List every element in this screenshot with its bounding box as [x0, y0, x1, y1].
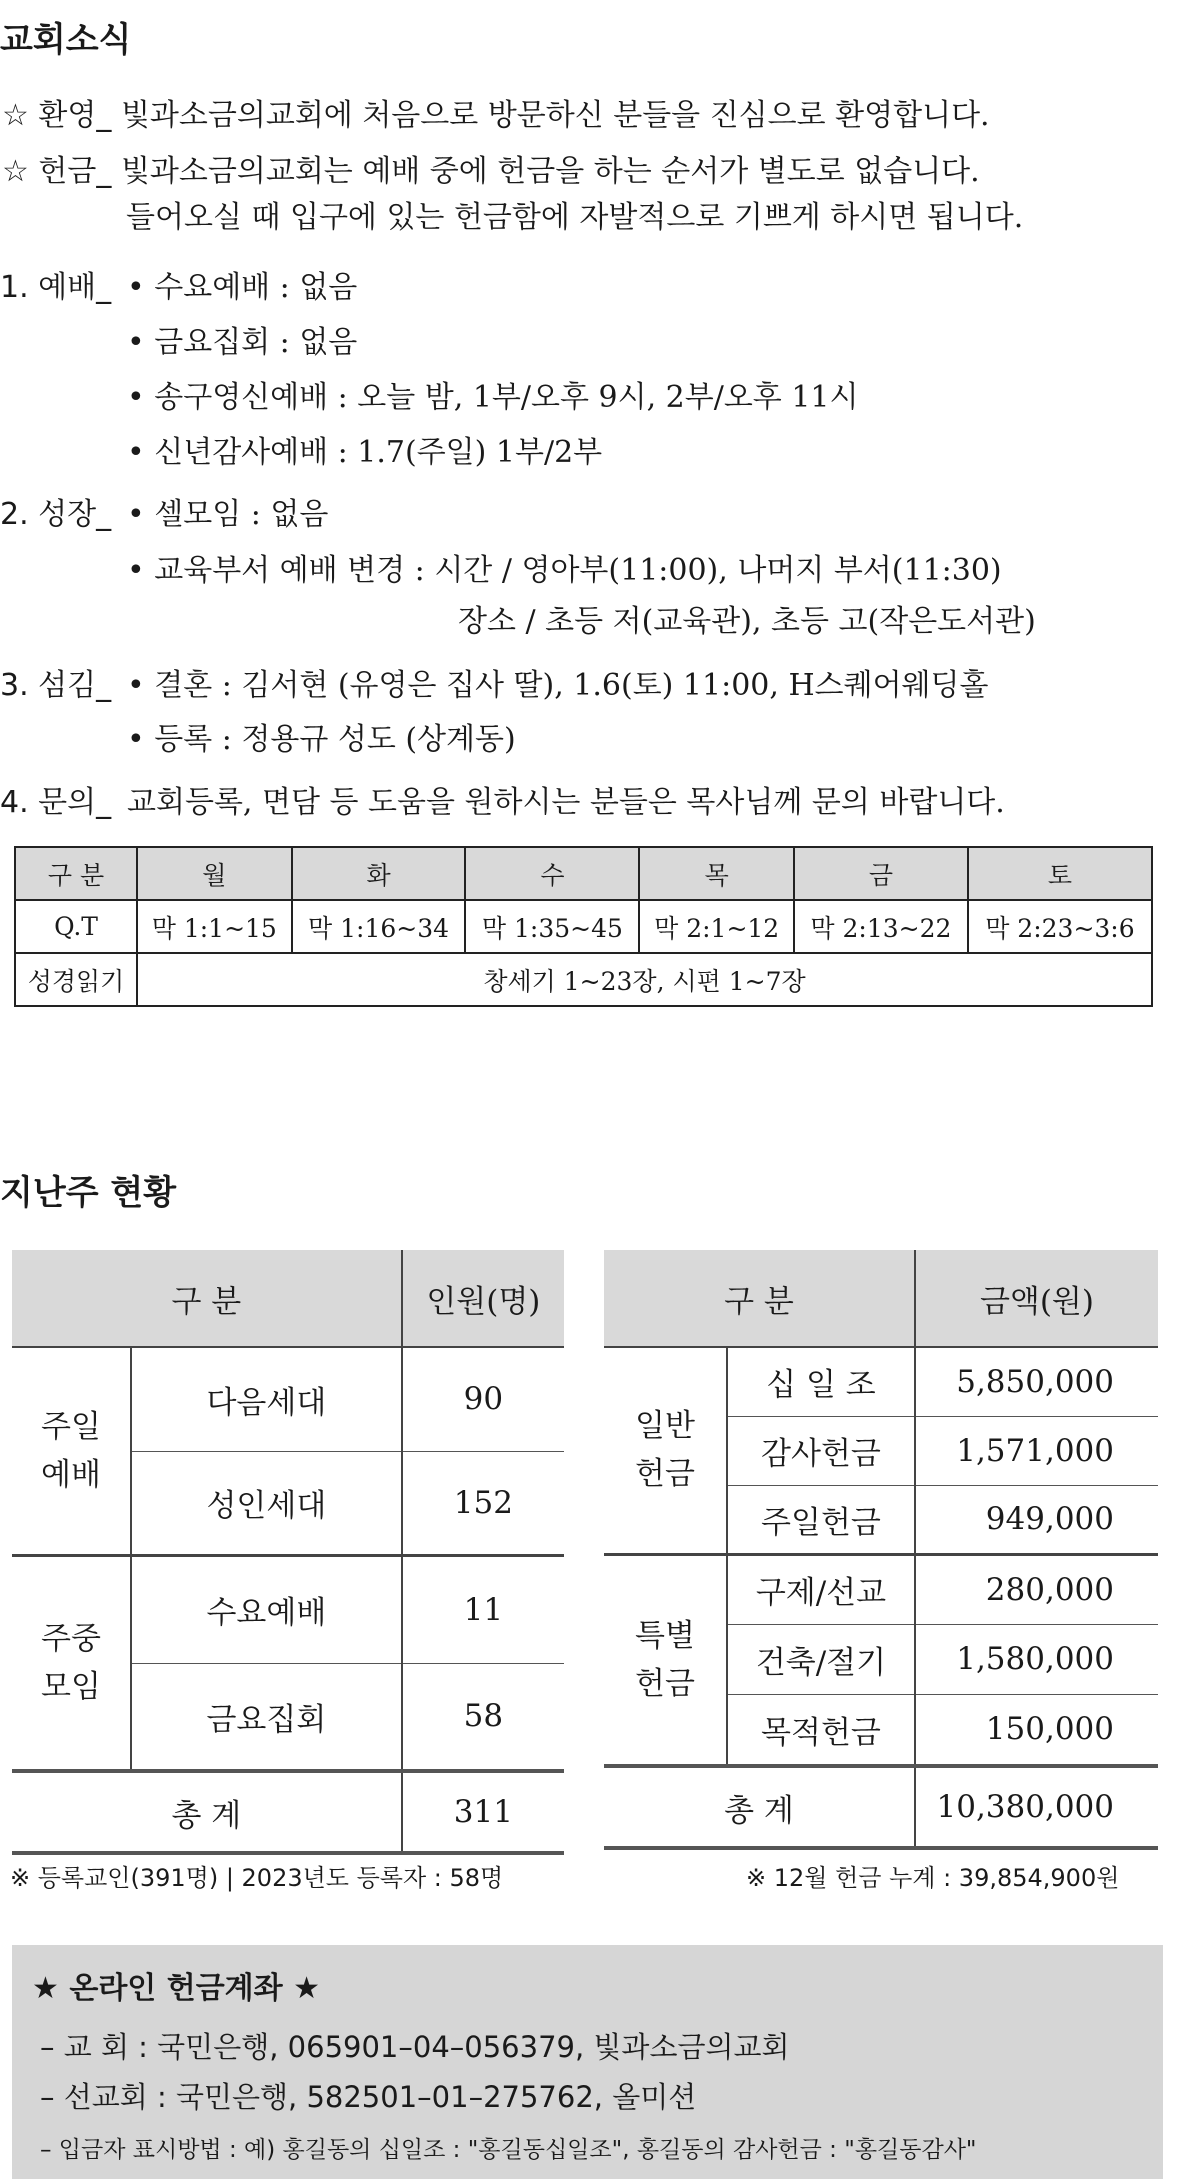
row-value: 152: [402, 1451, 564, 1555]
online-church-account: – 교 회 : 국민은행, 065901–04–056379, 빛과소금의교회: [40, 2030, 790, 2064]
reading-header-cell: 토: [968, 847, 1152, 900]
row-value: 11: [402, 1555, 564, 1663]
qt-cell: 막 2:1~12: [639, 900, 794, 953]
bible-cell: 창세기 1~23장, 시편 1~7장: [137, 953, 1152, 1006]
row-name: 금요집회: [131, 1663, 402, 1771]
offering-text-2: 들어오실 때 입구에 있는 헌금함에 자발적으로 기쁘게 하시면 됩니다.: [126, 200, 1024, 235]
qt-row: [15, 900, 1152, 953]
last-week-title: 지난주 현황: [0, 1173, 177, 1213]
reading-header-cell: 목: [639, 847, 794, 900]
offering-line: [2, 146, 980, 190]
row-name: 구제/선교: [727, 1554, 915, 1624]
row-name: 감사헌금: [727, 1416, 915, 1485]
attendance-header: [12, 1250, 564, 1347]
row-name: 목적헌금: [727, 1694, 915, 1766]
offering-header: [604, 1250, 1158, 1347]
growth-cont: 장소 / 초등 저(교육관), 초등 고(작은도서관): [458, 604, 1036, 639]
group-label-line: 헌금: [635, 1665, 695, 1702]
group-label-line: 특별: [635, 1617, 695, 1654]
total-label: 총 계: [12, 1771, 402, 1853]
row-value: 1,580,000: [915, 1624, 1158, 1694]
row-value: 90: [402, 1347, 564, 1451]
table-row: [12, 1347, 564, 1451]
serve-item: • 등록 : 정용규 성도 (상계동): [127, 722, 516, 757]
table-row: [604, 1554, 1158, 1624]
attendance-table: [12, 1250, 564, 1855]
growth-item: • 셀모임 : 없음: [127, 497, 329, 532]
worship-item: • 금요집회 : 없음: [127, 325, 358, 360]
row-value: 150,000: [915, 1694, 1158, 1766]
group-label: [604, 1554, 727, 1766]
offering-note: ※ 12월 헌금 누계 : 39,854,900원: [746, 1864, 1120, 1892]
row-value: 949,000: [915, 1485, 1158, 1554]
offering-text-1: 빛과소금의교회는 예배 중에 헌금을 하는 순서가 별도로 없습니다.: [120, 154, 980, 189]
attendance-header-count: 인원(명): [402, 1250, 564, 1347]
welcome-line: [2, 90, 990, 134]
group-label: [12, 1555, 131, 1771]
row-value: 1,571,000: [915, 1416, 1158, 1485]
bible-label: 성경읽기: [15, 953, 137, 1006]
news-title: 교회소식: [0, 20, 132, 60]
inquiry-text: 교회등록, 면담 등 도움을 원하시는 분들은 목사님께 문의 바랍니다.: [127, 785, 1005, 820]
qt-cell: 막 2:23~3:6: [968, 900, 1152, 953]
row-name: 십 일 조: [727, 1347, 915, 1416]
growth-label: 2. 성장_: [0, 497, 112, 532]
qt-cell: 막 1:35~45: [465, 900, 639, 953]
row-name: 수요예배: [131, 1555, 402, 1663]
group-label-line: 일반: [635, 1408, 695, 1445]
total-value: 10,380,000: [915, 1766, 1158, 1848]
table-row: [604, 1347, 1158, 1416]
group-label: [604, 1347, 727, 1554]
growth-item: • 교육부서 예배 변경 : 시간 / 영아부(11:00), 나머지 부서(11:30): [127, 553, 1002, 588]
serve-item: • 결혼 : 김서현 (유영은 집사 딸), 1.6(토) 11:00, H스퀘어웨딩홀: [127, 668, 989, 703]
serve-label: 3. 섬김_: [0, 668, 112, 703]
reading-header-cell: 화: [292, 847, 466, 900]
online-title: ★ 온라인 헌금계좌 ★: [32, 1971, 320, 2006]
attendance-header-category: 구 분: [12, 1250, 402, 1347]
total-label: 총 계: [604, 1766, 915, 1848]
qt-cell: 막 2:13~22: [794, 900, 968, 953]
offering-table: [604, 1250, 1158, 1850]
row-name: 성인세대: [131, 1451, 402, 1555]
group-label-line: 주중: [41, 1620, 101, 1657]
group-label-line: 모임: [41, 1668, 101, 1705]
row-value: 280,000: [915, 1554, 1158, 1624]
worship-item: • 신년감사예배 : 1.7(주일) 1부/2부: [127, 435, 603, 470]
qt-label: Q.T: [15, 900, 137, 953]
worship-item: • 송구영신예배 : 오늘 밤, 1부/오후 9시, 2부/오후 11시: [127, 380, 859, 415]
row-name: 건축/절기: [727, 1624, 915, 1694]
group-label: [12, 1347, 131, 1555]
row-name: 주일헌금: [727, 1485, 915, 1554]
offering-label: ☆ 헌금_: [2, 154, 112, 189]
row-value: 5,850,000: [915, 1347, 1158, 1416]
bible-row: [15, 953, 1152, 1006]
total-row: [12, 1771, 564, 1853]
row-name: 다음세대: [131, 1347, 402, 1451]
attendance-note: ※ 등록교인(391명) | 2023년도 등록자 : 58명: [10, 1864, 504, 1892]
group-label-line: 예배: [41, 1456, 101, 1493]
inquiry-label: 4. 문의_: [0, 785, 112, 820]
reading-header-cell: 구 분: [15, 847, 137, 900]
offering-header-category: 구 분: [604, 1250, 915, 1347]
group-label-line: 주일: [41, 1408, 101, 1445]
reading-header-cell: 월: [137, 847, 292, 900]
reading-header-cell: 금: [794, 847, 968, 900]
total-value: 311: [402, 1771, 564, 1853]
online-deposit-note: – 입금자 표시방법 : 예) 홍길동의 십일조 : "홍길동십일조", 홍길동의 감사헌금 : "홍길동감사": [40, 2137, 977, 2163]
offering-header-amount: 금액(원): [915, 1250, 1158, 1347]
table-row: [12, 1555, 564, 1663]
total-row: [604, 1766, 1158, 1848]
qt-cell: 막 1:16~34: [292, 900, 466, 953]
welcome-text: 빛과소금의교회에 처음으로 방문하신 분들을 진심으로 환영합니다.: [120, 98, 990, 133]
reading-header-cell: 수: [465, 847, 639, 900]
row-value: 58: [402, 1663, 564, 1771]
online-mission-account: – 선교회 : 국민은행, 582501–01–275762, 올미션: [40, 2080, 697, 2114]
worship-item: • 수요예배 : 없음: [127, 270, 358, 305]
online-account-box: [12, 1945, 1163, 2179]
worship-label: 1. 예배_: [0, 270, 112, 305]
group-label-line: 헌금: [635, 1456, 695, 1493]
welcome-label: ☆ 환영_: [2, 98, 112, 133]
reading-table: [14, 846, 1153, 1007]
reading-header-row: [15, 847, 1152, 900]
qt-cell: 막 1:1~15: [137, 900, 292, 953]
